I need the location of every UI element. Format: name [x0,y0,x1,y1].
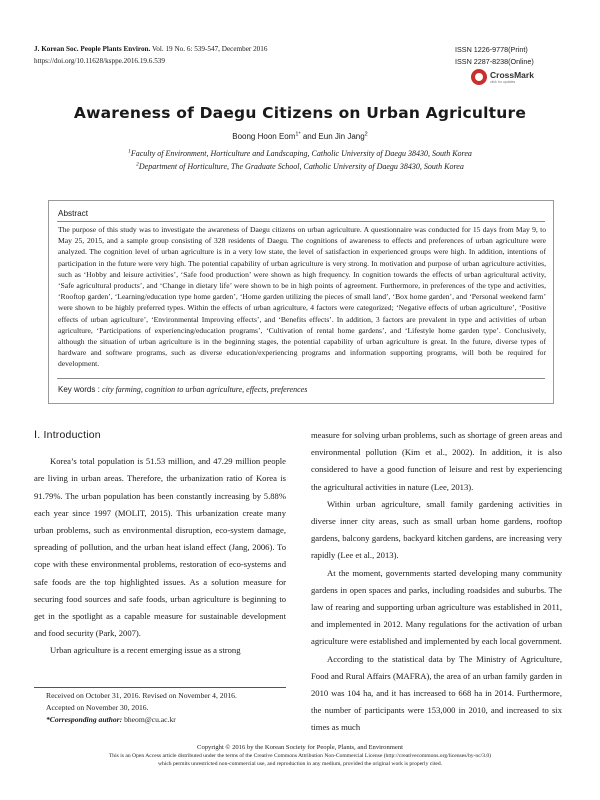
section-heading: Ⅰ. Introduction [34,429,101,441]
journal-header [34,44,267,67]
corr-email[interactable]: bheom@cu.ac.kr [124,715,176,725]
crossmark-icon [471,69,487,85]
doi-link[interactable]: https://doi.org/10.11628/ksppe.2016.19.6.539 [34,56,165,65]
received-date: Received on October 31, 2016. Revised on November 4, 2016. [46,691,237,700]
author-list [0,132,600,141]
crossmark-label: CrossMark [490,70,534,80]
body-column-left [34,427,286,660]
journal-name: J. Korean Soc. People Plants Environ. [34,45,151,53]
body-column-right [311,427,562,737]
affiliation [0,162,600,171]
affiliation-sup: 2 [136,161,139,168]
author-sup: 2 [364,131,368,138]
issn-block [455,44,534,67]
body-paragraph: Urban agriculture is a recent emerging issue as a strong [50,645,241,656]
abstract-heading: Abstract [58,209,89,218]
body-paragraph: measure for solving urban problems, such as shortage of green areas and environmental pollution (Kim et al., 2002). In addition, it is also considered to have a good function of leisure and rest by experiencing the agricultural activities in nature (Lee, 2013). [311,430,562,492]
license-text [0,753,600,768]
author-name: Eun Jin Jang [318,132,365,141]
footnotes [46,690,237,727]
affiliation [0,149,600,158]
paper-title: Awareness of Daegu Citizens on Urban Agriculture [73,104,527,122]
keywords-value: city farming, cognition to urban agriculture, effects, preferences [102,385,308,394]
license-line: which permits unrestricted non-commercial use, and reproduction in any medium, provided the original work is properly cited. [157,760,443,767]
body-paragraph: Korea’s total population is 51.53 million, and 47.29 million people are living in urban areas. Therefore, the urbanization ratio of Korea is 91.79%. The urban population has been constantly increasing by 5.88% each year since 1997 (MOLIT, 2015). This urbanization create many urban problems, such as environmental disruption, eco-system damage, spreading of pollution, and the urban heat island effect (Jang, 2006). To cope with these environmental problems, restoration of eco-systems and safe foods are the top highlighted issues. As a solution measure for securing food sources and safe foods, urban agriculture is beginning to get in the spotlight as a capable measure for sustainable development and food security (Park, 2007). [34,456,286,639]
crossmark-badge[interactable] [471,68,543,88]
license-line: This is an Open Access article distributed under the terms of the Creative Commons Attribution Non-Commercial License (http://creativecommons.org/licenses/by-nc/3.0) [108,753,492,759]
issn-print: ISSN 1226-9778(Print) [455,45,528,54]
affiliation-text: Faculty of Environment, Horticulture and Landscaping, Catholic University of Daegu 38430, South Korea [130,149,472,158]
corresponding-author [46,714,237,726]
keywords-line [58,385,307,394]
issn-online: ISSN 2287-8238(Online) [455,56,534,66]
abstract-body: The purpose of this study was to investigate the awareness of Daegu citizens on urban agriculture. A questionnaire was conducted for 15 days from May 9, to May 25, 2015, and a sample group consisting of 328 residents of Daegu. The cognitions of awareness to effects and preferences of urban agriculture were analyzed. The cognition level of urban agriculture is in a very low state, the level of satisfaction in experienced groups were high. In addition, intentions of participation in the future were very high. The potential capability of urban agriculture is very strong. In motivation and purpose of urban agriculture activities, such as ‘Hobby and leisure activities’, ‘Safe food production’ were shown as high frequency. In cognition towards the effects of urban agricultural activity, ‘Safe agricultural products’, and ‘Change in dietary life’ were shown to be in high points of agreement. Furthermore, in preferences of the type and activities, ‘Rooftop garden’, ‘Learning/education type home garden’, ‘Home garden utilizing the pieces of small land’, ‘Box home garden’, and ‘Personal weekend farm’ were shown to be highly preferred types. Within the effects of urban agriculture, 4 factors were categorized; ‘Negative effects of urban agriculture’, ‘Positive effects of urban agriculture’, ‘Environmental Improving effects’, and ‘Benefits effects’. In addition, 3 factors are prevalent in type and activities of urban agriculture, ‘Participations of experiencing/education programs’, ‘Cultivation of rental home gardens’, and ‘Lifestyle home garden type’. Conclusively, although the situation of urban agriculture is in the beginning stages, the potential capability of urban agriculture is great. In the future, diverse types of hardware and software programs, such as diverse education/experiencing programs and information supporting programs, will both be required for development. [58,225,546,369]
corr-label: *Corresponding author: [46,715,125,725]
keywords-divider [57,378,545,379]
abstract-box [48,200,554,404]
body-paragraph: According to the statistical data by The Ministry of Agriculture, Food and Rural Affairs (MAFRA), the area of an urban family garden in 2010 was 104 ha, and it has increased to 668 ha in 2014. Furthermore, the number of participants were 153,000 in 2010, and increased to six times as much [311,653,562,733]
crossmark-sub: click for updates [490,80,516,84]
author-conj: and [300,132,319,141]
body-paragraph: At the moment, governments started developing many community gardens in open spaces and parks, including roadsides and suburbs. The law of rearing and supporting urban agriculture was established in 2011, and implemented in 2012. Many regulations for the activation of urban agriculture were established and implemented by each local government. [311,567,562,647]
volume-info: Vol. 19 No. 6: 539-547, December 2016 [152,45,268,53]
keywords-label: Key words : [58,385,103,394]
abstract-divider [57,221,545,222]
footnote-divider [34,687,286,688]
body-paragraph: Within urban agriculture, small family gardening activities in diverse inner city areas, such as small urban home gardens, rooftop gardens, balcony gardens, backyard kitchen gardens, are increasing very rapidly (Lee et al., 2013). [311,498,562,561]
affiliation-sup: 1 [128,148,131,155]
accepted-date: Accepted on November 30, 2016. [46,703,149,713]
copyright-line: Copyright © 2016 by the Korean Society for People, Plants, and Environment [197,744,403,751]
author-sup: 1* [295,131,301,138]
affiliation-text: Department of Horticulture, The Graduate School, Catholic University of Daegu 38430, South Korea [138,162,464,171]
author-name: Boong Hoon Eom [232,132,296,141]
